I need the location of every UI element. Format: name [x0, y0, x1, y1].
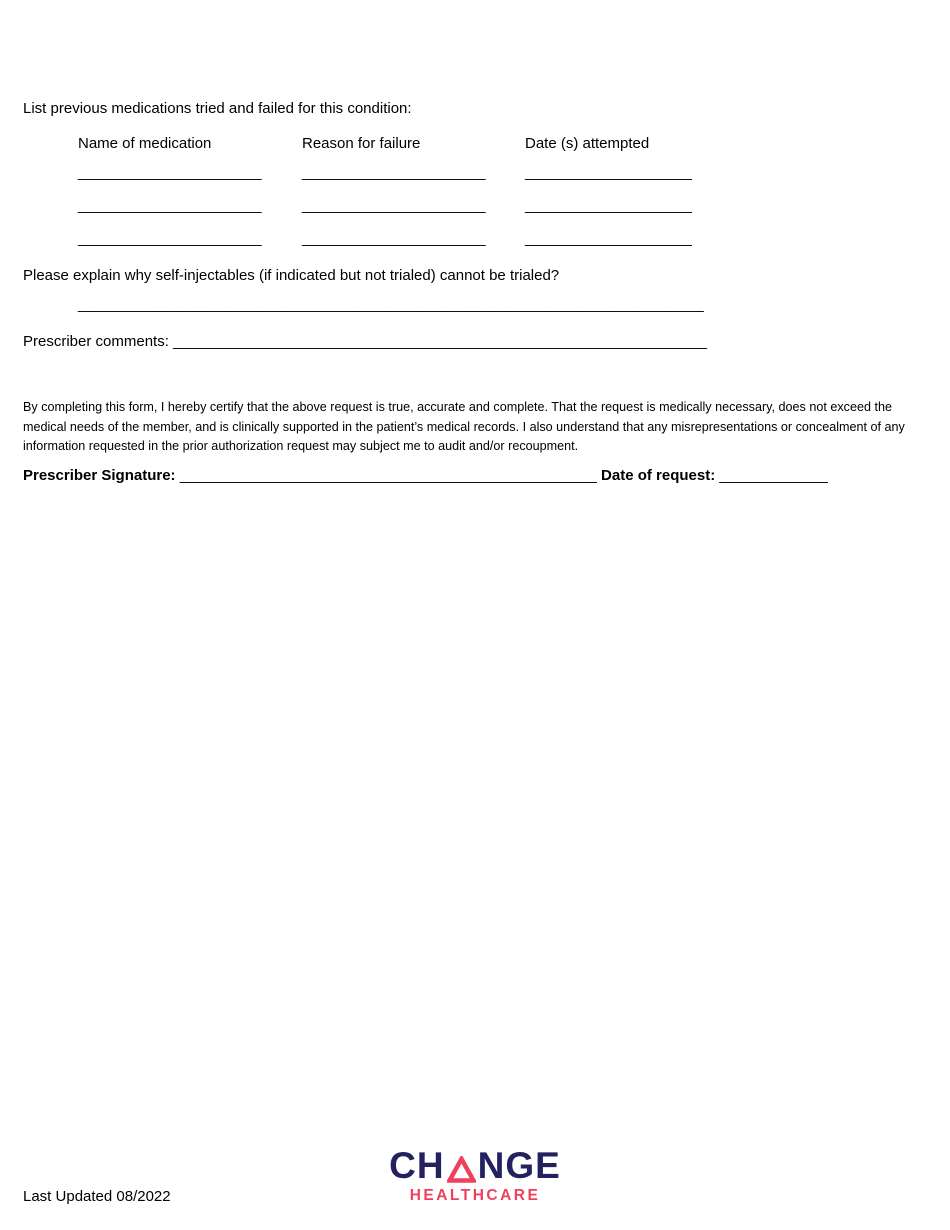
blank-field-dates-attempted: ____________________: [525, 164, 692, 181]
medications-blank-row: [78, 196, 705, 216]
blank-field-reason-for-failure: ______________________: [302, 230, 486, 247]
blank-field-medication-name: ______________________: [78, 197, 262, 214]
blank-field-medication-name: ______________________: [78, 230, 262, 247]
column-header-reason-for-failure: Reason for failure: [302, 135, 421, 152]
blank-field-dates-attempted: ____________________: [525, 197, 692, 214]
column-header-name-of-medication: Name of medication: [78, 135, 212, 152]
medications-prompt: List previous medications tried and failed for this condition:: [23, 100, 412, 117]
triangle-a-icon: [447, 1156, 476, 1183]
blank-field-dates-attempted: ____________________: [525, 230, 692, 247]
blank-field-date-of-request: _____________: [719, 467, 828, 484]
medications-blank-row: [78, 229, 705, 249]
prescriber-comments-label: Prescriber comments:: [23, 333, 169, 350]
medications-blank-row: [78, 163, 705, 183]
column-header-dates-attempted: Date (s) attempted: [525, 135, 650, 152]
blank-field-reason-for-failure: ______________________: [302, 164, 486, 181]
prescriber-comments-row: [23, 332, 707, 352]
medications-header-row: [78, 134, 705, 154]
signature-row: [23, 467, 828, 484]
logo-wordmark: [389, 1147, 561, 1184]
logo-text-nge: NGE: [477, 1145, 561, 1186]
self-injectables-prompt: Please explain why self-injectables (if indicated but not trialed) cannot be trialed?: [23, 267, 560, 284]
blank-field-prescriber-signature: __________________________________________________: [179, 467, 597, 484]
logo-subtext: HEALTHCARE: [409, 1187, 541, 1204]
blank-field-prescriber-comments: ________________________________________________________________: [173, 333, 707, 350]
blank-field-medication-name: ______________________: [78, 164, 262, 181]
logo-text-ch: CH: [389, 1145, 445, 1186]
blank-field-reason-for-failure: ______________________: [302, 197, 486, 214]
date-of-request-label: Date of request:: [601, 467, 716, 484]
blank-field-self-injectables-explanation: ___________________________________________________________________________: [78, 296, 704, 313]
last-updated-label: Last Updated 08/2022: [23, 1188, 171, 1205]
certification-statement: By completing this form, I hereby certify that the above request is true, accurate and complete. That the request is medically necessary, does not exceed the medical needs of the member, and is clinically supported in the patient’s medical records. I also understand that any misrepresentations or concealment of any information requested in the prior authorization request may subject me to audit and/or recoupment.: [23, 400, 905, 454]
prescriber-signature-label: Prescriber Signature:: [23, 467, 176, 484]
